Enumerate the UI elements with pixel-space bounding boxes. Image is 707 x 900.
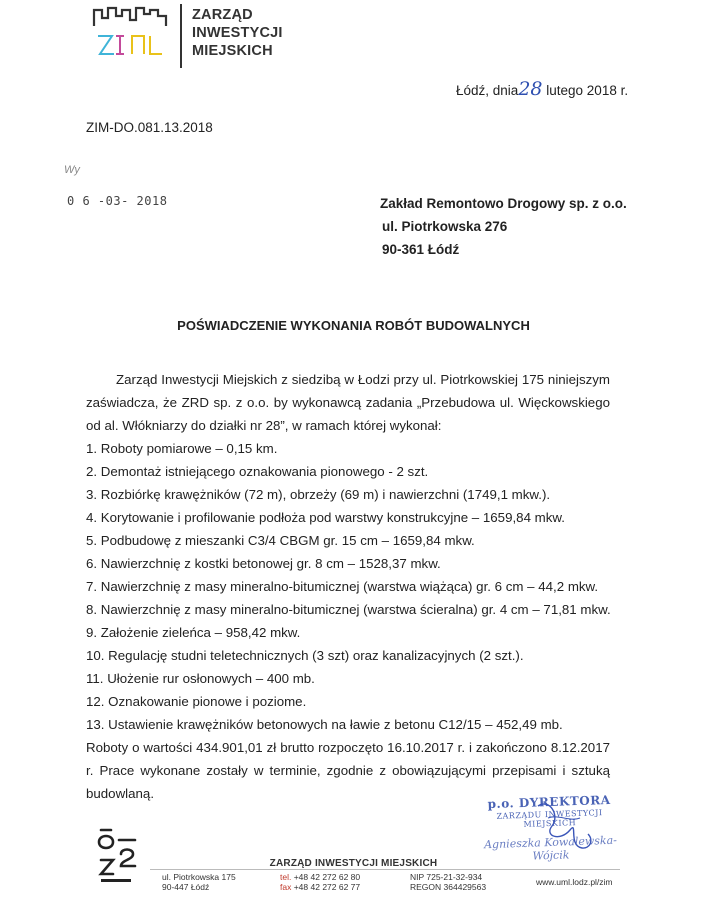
footer-address-line1: ul. Piotrkowska 175 [162,872,236,882]
recipient-street: ul. Piotrkowska 276 [382,219,508,234]
letterhead-line1: ZARZĄD [192,7,253,23]
footer-org-name: ZARZĄD INWESTYCJI MIEJSKICH [269,858,438,869]
list-item: 11. Ułożenie rur osłonowych – 400 mb. [86,671,315,686]
signature-stamp-title: p.o. DYREKTORA [487,792,611,812]
logo-divider [180,4,182,68]
list-item: 5. Podbudowę z mieszanki C3/4 CBGM gr. 15 cm – 1659,84 mkw. [86,533,475,548]
list-item: 1. Roboty pomiarowe – 0,15 km. [86,441,278,456]
footer-divider [150,869,620,870]
recipient-city: 90-361 Łódź [382,242,460,257]
list-item: 13. Ustawienie krawężników betonowych na ławie z betonu C12/15 – 452,49 mb. [86,717,563,732]
letterhead-line3: MIEJSKICH [192,43,273,59]
received-stamp-mark: Wy [64,164,80,176]
list-item: 10. Regulację studni teletechnicznych (3 szt) oraz kanalizacyjnych (2 szt.). [86,648,524,663]
reference-number: ZIM-DO.081.13.2018 [86,120,213,135]
zim-logo-icon [92,6,168,68]
document-title: POŚWIADCZENIE WYKONANIA ROBÓT BUDOWALNYCH [177,318,530,333]
footer-fax: +48 42 272 62 77 [293,882,361,892]
footer-address-line2: 90-447 Łódź [162,882,210,892]
footer-website-link[interactable]: www.uml.lodz.pl/zim [536,877,613,887]
document-body [86,368,610,805]
letterhead-line2: INWESTYCJI [192,25,283,41]
place-date-suffix: lutego 2018 r. [546,83,629,98]
place-date [456,78,628,100]
list-item: 9. Założenie zieleńca – 958,42 mkw. [86,625,301,640]
footer-nip: NIP 725-21-32-934 [410,872,483,882]
footer-regon: REGON 364429563 [410,882,487,892]
intro-paragraph: Zarząd Inwestycji Miejskich z siedzibą w Łodzi przy ul. Piotrkowskiej 175 niniejszym zaświadcza, że ZRD sp. z o.o. by wykonawcą zadania „Przebudowa ul. Więckowskiego od al. Włókniarzy do działki nr 28”, w ramach której wykonał: [86,372,610,433]
list-item: 2. Demontaż istniejącego oznakowania pionowego - 2 szt. [86,464,429,479]
place-date-prefix: Łódź, dnia [456,83,519,98]
list-item: 12. Oznakowanie pionowe i poziome. [86,694,307,709]
list-item: 7. Nawierzchnię z masy mineralno-bitumicznej (warstwa wiążąca) gr. 6 cm – 44,2 mkw. [86,579,599,594]
list-item: 3. Rozbiórkę krawężników (72 m), obrzeży (69 m) i nawierzchni (1749,1 mkw.). [86,487,551,502]
recipient-name: Zakład Remontowo Drogowy sp. z o.o. [380,196,627,211]
list-item: 8. Nawierzchnię z masy mineralno-bitumicznej (warstwa ścieralna) gr. 4 cm – 71,81 mkw. [86,602,611,617]
signature-stamp-name: Agnieszka Kowalewska-Wójcik [483,833,618,863]
footer-address [162,872,236,892]
recipient-address [380,192,627,261]
signature-stamp-org: ZARZĄDU INWESTYCJI MIEJSKICH [496,808,603,829]
footer-phone [280,872,360,892]
list-item: 4. Korytowanie i profilowanie podłoża pod warstwy konstrukcyjne – 1659,84 mkw. [86,510,565,525]
letterhead-org-name [192,6,283,60]
footer-registry [410,872,486,892]
footer-fax-label: fax [280,882,292,892]
lodz-city-logo-icon [95,826,139,886]
works-list [86,437,610,736]
footer-tel: +48 42 272 62 80 [293,872,361,882]
closing-paragraph: Roboty o wartości 434.901,01 zł brutto rozpoczęto 16.10.2017 r. i zakończono 8.12.2017 r. Prace wykonane zostały w terminie, zgodnie z obowiązującymi przepisami i sztuką budowlaną. [86,740,610,801]
received-stamp-date: 0 6 -03- 2018 [67,194,168,208]
footer-tel-label: tel. [280,872,292,882]
list-item: 6. Nawierzchnię z kostki betonowej gr. 8 cm – 1528,37 mkw. [86,556,441,571]
handwritten-signature-icon [530,796,600,856]
place-date-day: 28 [518,78,543,100]
